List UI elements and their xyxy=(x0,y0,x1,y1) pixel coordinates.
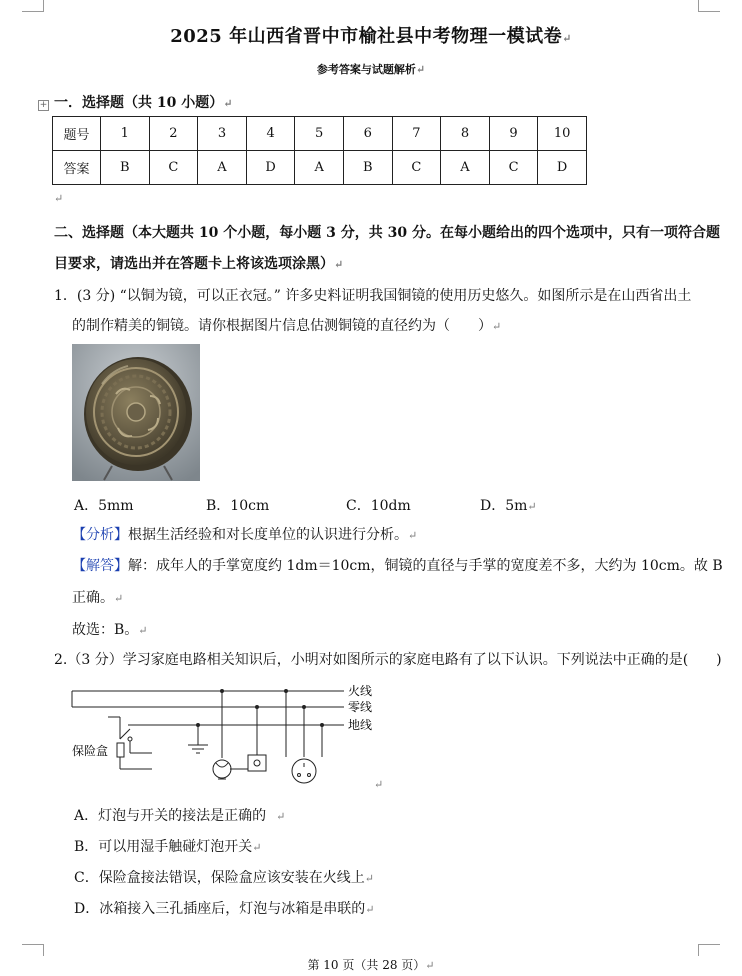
q1-option-d-text: D．5m xyxy=(480,498,528,514)
page-number: 第 10 页（共 28 页） xyxy=(307,958,426,972)
paragraph-mark: ↵ xyxy=(252,841,262,854)
question-number-cell: 10 xyxy=(538,117,587,151)
analysis-tag: 【分析】 xyxy=(72,527,128,543)
paragraph-mark: ↵ xyxy=(492,320,502,333)
answer-cell: D xyxy=(246,151,295,185)
question-number-cell: 5 xyxy=(295,117,344,151)
section2-heading-line2 xyxy=(54,253,343,276)
answer-cell: A xyxy=(198,151,247,185)
answer-table xyxy=(52,116,587,185)
q1-stem-line1: 1．(3 分) “以铜为镜，可以正衣冠。” 许多史料证明我国铜镜的使用历史悠久。如图所示是在山西省出土 xyxy=(54,288,692,304)
q1-stem-line2-text: 的制作精美的铜镜。请你根据图片信息估测铜镜的直径约为（ ） xyxy=(72,318,492,334)
answer-table-header-cell: 答案 xyxy=(53,151,101,185)
answer-cell: D xyxy=(538,151,587,185)
answer-cell: A xyxy=(295,151,344,185)
q1-solution-line2-text: 正确。 xyxy=(72,590,114,606)
document-title xyxy=(0,22,742,48)
section2-heading-line2-text: 目要求，请选出并在答题卡上将该选项涂黑） xyxy=(54,256,334,272)
answer-cell: C xyxy=(489,151,538,185)
section2-heading-line1: 二、选择题（本大题共 10 个小题，每小题 3 分，共 30 分。在每小题给出的四个选项中，只有一项符合题 xyxy=(54,225,720,241)
section1-heading-text: 一．选择题（共 10 小题） xyxy=(54,95,224,111)
question-number-cell: 8 xyxy=(441,117,490,151)
q1-solution-line1 xyxy=(72,555,723,577)
paragraph-mark: ↵ xyxy=(365,903,375,916)
answer-cell: A xyxy=(441,151,490,185)
q1-choice-text: 故选：B。 xyxy=(72,622,139,638)
question-number-cell: 9 xyxy=(489,117,538,151)
question-number-cell: 1 xyxy=(101,117,150,151)
answer-table-row-numbers xyxy=(53,117,587,151)
bronze-mirror-image xyxy=(72,344,200,481)
ground-wire-label: 地线 xyxy=(348,718,373,732)
q2-option-c xyxy=(74,867,374,890)
table-move-handle-icon[interactable]: + xyxy=(39,100,48,110)
paragraph-mark: ↵ xyxy=(408,529,418,542)
document-title-text: 2025 年山西省晋中市榆社县中考物理一模试卷 xyxy=(170,26,563,47)
answer-cell: B xyxy=(343,151,392,185)
answer-table-header-cell: 题号 xyxy=(53,117,101,151)
q2-option-a-text: A．灯泡与开关的接法是正确的 xyxy=(74,808,267,824)
q1-option-a: A．5mm xyxy=(74,498,134,514)
q1-solution-text: 解：成年人的手掌宽度约 1dm＝10cm，铜镜的直径与手掌的宽度差不多，大约为 10cm。故 B xyxy=(128,558,723,574)
q1-analysis xyxy=(72,524,417,547)
document-subtitle-text: 参考答案与试题解析 xyxy=(316,63,416,76)
paragraph-mark: ↵ xyxy=(527,500,537,513)
q1-analysis-text: 根据生活经验和对长度单位的认识进行分析。 xyxy=(128,527,408,543)
question-number-cell: 4 xyxy=(246,117,295,151)
section1-heading xyxy=(54,92,232,112)
paragraph-mark: ↵ xyxy=(334,258,344,271)
q1-solution-line2 xyxy=(72,587,123,610)
paragraph-mark: ↵ xyxy=(415,63,426,76)
q2-option-b xyxy=(74,836,262,859)
q2-option-d xyxy=(74,898,374,921)
q2-option-d-text: D．冰箱接入三孔插座后，灯泡与冰箱是串联的 xyxy=(74,901,366,917)
crop-mark-bottom-left xyxy=(22,944,44,956)
question-number-cell: 7 xyxy=(392,117,441,151)
answer-cell: C xyxy=(149,151,198,185)
crop-mark-top-left xyxy=(22,0,44,12)
question-number-cell: 3 xyxy=(198,117,247,151)
q2-option-c-text: C．保险盒接法错误，保险盒应该安装在火线上 xyxy=(74,870,365,886)
paragraph-mark: ↵ xyxy=(562,32,572,45)
solution-tag: 【解答】 xyxy=(72,558,128,574)
answer-cell: C xyxy=(392,151,441,185)
paragraph-mark: ↵ xyxy=(138,624,148,637)
q2-option-b-text: B．可以用湿手触碰灯泡开关 xyxy=(74,839,253,855)
crop-mark-top-right xyxy=(698,0,720,12)
live-wire-label: 火线 xyxy=(348,684,373,698)
q1-stem-line2 xyxy=(72,315,501,338)
q2-stem: 2.（3 分）学习家庭电路相关知识后，小明对如图所示的家庭电路有了以下认识。下列说法中正确的是( ) xyxy=(54,652,722,668)
answer-table-row-answers xyxy=(53,151,587,185)
q1-option-c: C．10dm xyxy=(346,498,411,514)
q1-option-d xyxy=(480,495,537,515)
paragraph-mark: ↵ xyxy=(364,872,374,885)
document-subtitle xyxy=(0,61,742,77)
paragraph-mark: ↵ xyxy=(374,778,384,791)
q1-choice xyxy=(72,619,148,642)
neutral-wire-label: 零线 xyxy=(348,700,373,714)
paragraph-mark: ↵ xyxy=(114,592,124,605)
question-number-cell: 6 xyxy=(343,117,392,151)
fuse-box-label: 保险盒 xyxy=(72,744,109,758)
paragraph-mark: ↵ xyxy=(54,192,64,205)
page-footer xyxy=(0,956,742,973)
paragraph-mark: ↵ xyxy=(425,959,435,972)
q2-option-a xyxy=(74,805,285,828)
bronze-mirror-photo xyxy=(72,344,200,481)
paragraph-mark: ↵ xyxy=(276,810,286,823)
household-circuit-diagram xyxy=(68,683,388,793)
answer-cell: B xyxy=(101,151,150,185)
circuit-diagram-svg xyxy=(68,683,388,793)
q1-option-b: B．10cm xyxy=(206,498,270,514)
question-number-cell: 2 xyxy=(149,117,198,151)
crop-mark-bottom-right xyxy=(698,944,720,956)
paragraph-mark: ↵ xyxy=(223,97,233,110)
